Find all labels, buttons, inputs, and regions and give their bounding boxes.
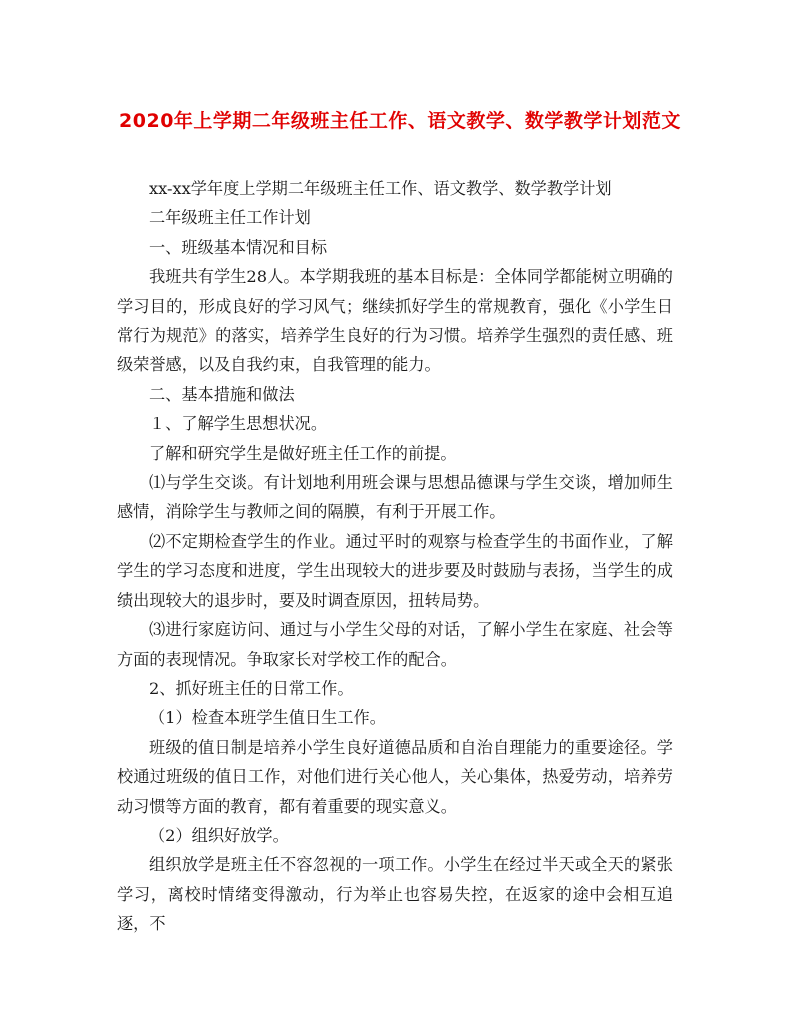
paragraph-plan-heading: xx-xx学年度上学期二年级班主任工作、语文教学、数学教学计划 <box>149 179 612 198</box>
paragraph-section-title: 二年级班主任工作计划 <box>149 208 311 228</box>
paragraph: ⑶进行家庭访问、通过与小学生父母的对话，了解小学生在家庭、社会等方面的表现情况。争取家长对学校工作的配合。 <box>117 620 673 669</box>
paragraph: 班级的值日制是培养小学生良好道德品质和自治自理能力的重要途径。学校通过班级的值日工作，对他们进行关心他人，关心集体，热爱劳动，培养劳动习惯等方面的教育，都有着重要的现实意义。 <box>117 737 673 816</box>
paragraph: ⑴与学生交谈。有计划地利用班会课与思想品德课与学生交谈，增加师生感情，消除学生与教师之间的隔膜，有利于开展工作。 <box>117 473 673 522</box>
paragraph-heading-1: 一、班级基本情况和目标 <box>149 237 328 257</box>
paragraph: 我班共有学生28人。本学期我班的基本目标是：全体同学都能树立明确的学习目的，形成良好的学习风气；继续抓好学生的常规教育，强化《小学生日常行为规范》的落实，培养学生良好的行为习惯。培养学生强烈的责任感、班级荣誉感，以及自我约束，自我管理的能力。 <box>117 267 673 375</box>
paragraph-subheading: １、了解学生思想状况。 <box>149 414 328 434</box>
paragraph-heading-2: 二、基本措施和做法 <box>149 384 295 404</box>
document-body <box>117 174 673 939</box>
paragraph: ⑵不定期检查学生的作业。通过平时的观察与检查学生的书面作业，了解学生的学习态度和进度，学生出现较大的进步要及时鼓励与表扬，当学生的成绩出现较大的退步时，要及时调查原因，扭转局势。 <box>117 531 673 610</box>
paragraph-subheading: （1）检查本班学生值日生工作。 <box>149 708 386 728</box>
paragraph: 组织放学是班主任不容忽视的一项工作。小学生在经过半天或全天的紧张学习，离校时情绪变得激动，行为举止也容易失控，在返家的途中会相互追逐，不 <box>117 855 673 934</box>
document-title: 2020年上学期二年级班主任工作、语文教学、数学教学计划范文 <box>119 110 681 132</box>
paragraph-subheading: 2、抓好班主任的日常工作。 <box>149 678 354 698</box>
paragraph-subheading: （2）组织好放学。 <box>149 825 289 845</box>
paragraph: 了解和研究学生是做好班主任工作的前提。 <box>149 443 457 463</box>
